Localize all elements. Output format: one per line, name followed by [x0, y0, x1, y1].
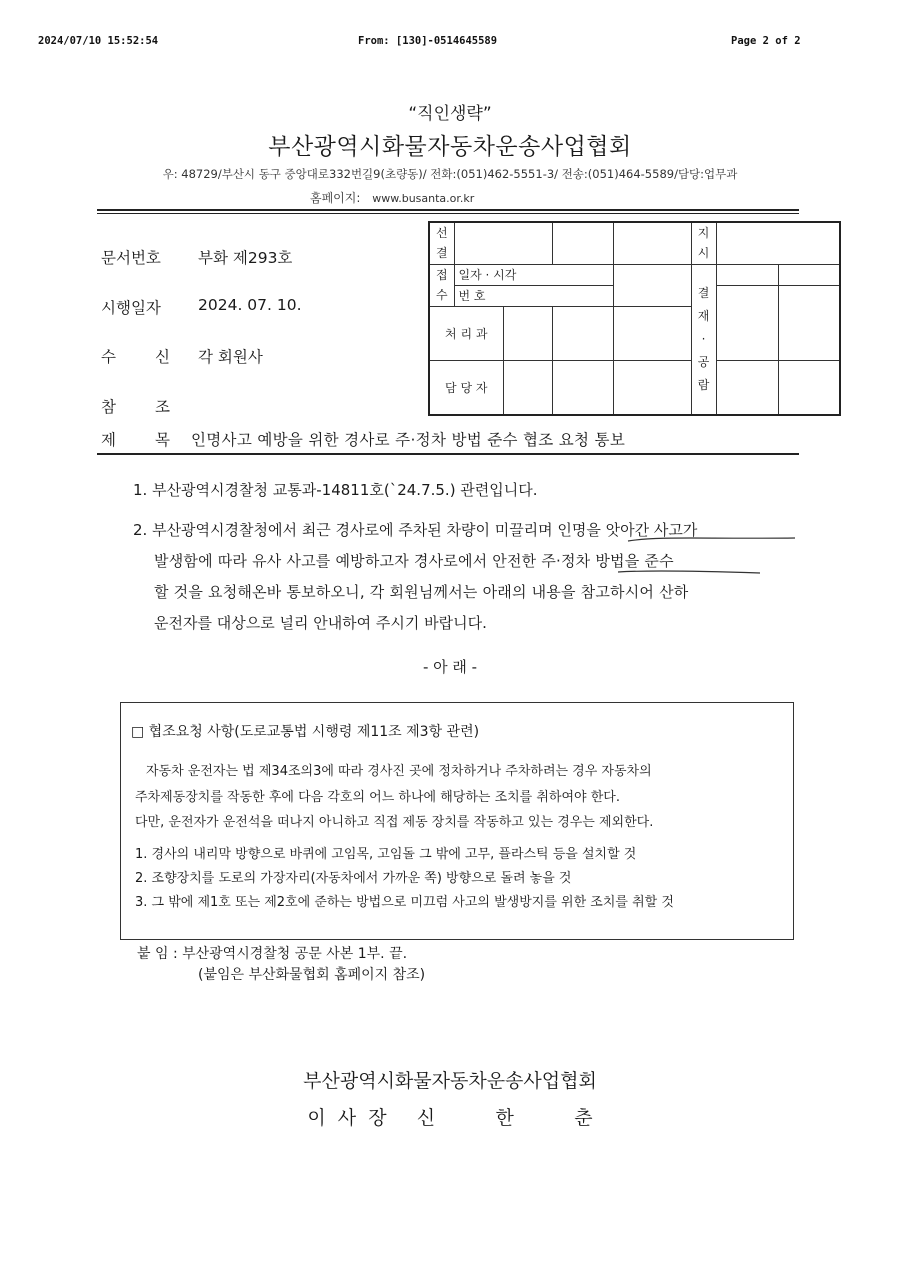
gyeol2-label: 결 [697, 285, 710, 300]
seon-gyeol-box-3 [613, 222, 691, 264]
fax-datetime: 2024/07/10 15:52:54 [38, 35, 159, 47]
approval-box-b2 [778, 285, 840, 360]
request-box [120, 702, 794, 940]
request-box-title: □ 협조요청 사항(도로교통법 시행령 제11조 제3항 관련) [131, 724, 480, 740]
subject-rule [97, 453, 799, 455]
gyeol-label: 결 [435, 246, 448, 261]
signature-title-name: 이 사 장 신 한 춘 [307, 1107, 593, 1129]
seon-gyeol-box-1 [454, 222, 552, 264]
address-line: 우: 48729/부산시 동구 중앙대로332번길9(초량동)/ 전화:(051)462-5551-3/ 전송:(051)464-5589/담당:업무과 [162, 167, 738, 181]
homepage-label: 홈페이지: [310, 191, 361, 205]
approval-box-a2 [778, 264, 840, 285]
ram-label: 람 [697, 377, 710, 392]
body-item-1: 1. 부산광역시경찰청 교통과-14811호(`24.7.5.) 관련입니다. [133, 481, 538, 499]
jae-label: 재 [697, 308, 710, 323]
below-heading: - 아 래 - [422, 658, 478, 676]
seon-gyeol-box-2 [552, 222, 613, 264]
gyeoljae-gongram-cell [691, 264, 716, 415]
signature-org: 부산광역시화물자동차운송사업협회 [303, 1070, 597, 1092]
recipient-label-1: 수 [101, 348, 116, 366]
jeop-su-blank [613, 264, 691, 306]
charge-box-2 [552, 360, 613, 415]
request-para-line-3: 다만, 운전자가 운전석을 떠나지 아니하고 직접 제동 장치를 작동하고 있는 경우는 제외한다. [135, 815, 654, 830]
approval-box-a1 [716, 264, 778, 285]
letterhead-rule-top [97, 209, 799, 211]
body-item-2-line-2: 발생함에 따라 유사 사고를 예방하고자 경사로에서 안전한 주·정차 방법을 준수 [154, 552, 674, 570]
jeop-su-cell [429, 264, 454, 306]
recipient-label-2: 신 [155, 348, 170, 366]
ji-si-cell [691, 222, 716, 264]
body-item-2-line-4: 운전자를 대상으로 널리 안내하여 주시기 바랍니다. [154, 614, 487, 632]
homepage-url: www.busanta.or.kr [372, 192, 475, 205]
si-label: 시 [697, 246, 710, 261]
person-in-charge-label: 담 당 자 [429, 360, 503, 415]
request-item-1: 1. 경사의 내리막 방향으로 바퀴에 고임목, 고임돌 그 밖에 고무, 플라스틱 등을 설치할 것 [135, 847, 637, 862]
jeop-label: 접 [435, 268, 448, 282]
doc-number: 부화 제293호 [198, 249, 293, 267]
fax-page: Page 2 of 2 [731, 35, 801, 47]
approval-box-c2 [778, 360, 840, 415]
date-label: 시행일자 [101, 299, 161, 317]
processing-box-2 [552, 306, 613, 360]
fax-from: From: [130]-0514645589 [358, 35, 498, 47]
ji-si-box [716, 222, 840, 264]
su-label: 수 [435, 288, 448, 302]
charge-box-1 [503, 360, 552, 415]
seon-label: 선 [435, 226, 448, 241]
body-item-2-line-3: 할 것을 요청해온바 통보하오니, 각 회원님께서는 아래의 내용을 참고하시어 산하 [154, 583, 689, 601]
request-item-3: 3. 그 밖에 제1호 또는 제2호에 준하는 방법으로 미끄럼 사고의 발생방지를 위한 조치를 취할 것 [135, 895, 674, 910]
doc-number-label: 문서번호 [101, 249, 161, 267]
letterhead-rule-bottom [97, 213, 799, 214]
processing-box-1 [503, 306, 552, 360]
number-label: 번 호 [454, 285, 613, 306]
request-item-2: 2. 조향장치를 도로의 가장자리(자동차에서 가까운 쪽) 방향으로 돌려 놓을 것 [135, 871, 572, 886]
dot-label: · [701, 331, 706, 346]
approval-box-c1 [716, 360, 778, 415]
processing-box-3 [613, 306, 691, 360]
request-para-line-2: 주차제동장치를 작동한 후에 다음 각호의 어느 하나에 해당하는 조치를 취하여야 한다. [135, 790, 620, 805]
request-para-line-1: 자동차 운전자는 법 제34조의3에 따라 경사진 곳에 정차하거나 주차하려는 경우 자동차의 [146, 764, 652, 779]
reference-label-2: 조 [155, 398, 170, 416]
gong-label: 공 [697, 354, 710, 369]
attachment-line-1: 붙 임 : 부산광역시경찰청 공문 사본 1부. 끝. [137, 946, 408, 962]
issue-date: 2024. 07. 10. [198, 296, 302, 314]
charge-box-3 [613, 360, 691, 415]
recipient: 각 회원사 [198, 348, 263, 366]
processing-dept-label: 처 리 과 [429, 306, 503, 360]
approval-table [428, 221, 841, 416]
body-item-2-line-1: 2. 부산광역시경찰청에서 최근 경사로에 주차된 차량이 미끌리며 인명을 앗아간 사고가 [133, 521, 698, 539]
seal-omitted-note: “직인생략” [408, 104, 492, 124]
homepage [310, 189, 474, 206]
subject-label-2: 목 [155, 431, 170, 449]
subject-label-1: 제 [101, 431, 116, 449]
approval-box-b1 [716, 285, 778, 360]
reference-label-1: 참 [101, 398, 116, 416]
ji-label: 지 [697, 226, 710, 241]
date-time-label: 일자 · 시각 [454, 264, 613, 285]
attachment-line-2: (붙임은 부산화물협회 홈페이지 참조) [198, 967, 426, 983]
org-name: 부산광역시화물자동차운송사업협회 [268, 134, 632, 160]
subject: 인명사고 예방을 위한 경사로 주·정차 방법 준수 협조 요청 통보 [191, 431, 626, 449]
seon-gyeol-cell [429, 222, 454, 264]
